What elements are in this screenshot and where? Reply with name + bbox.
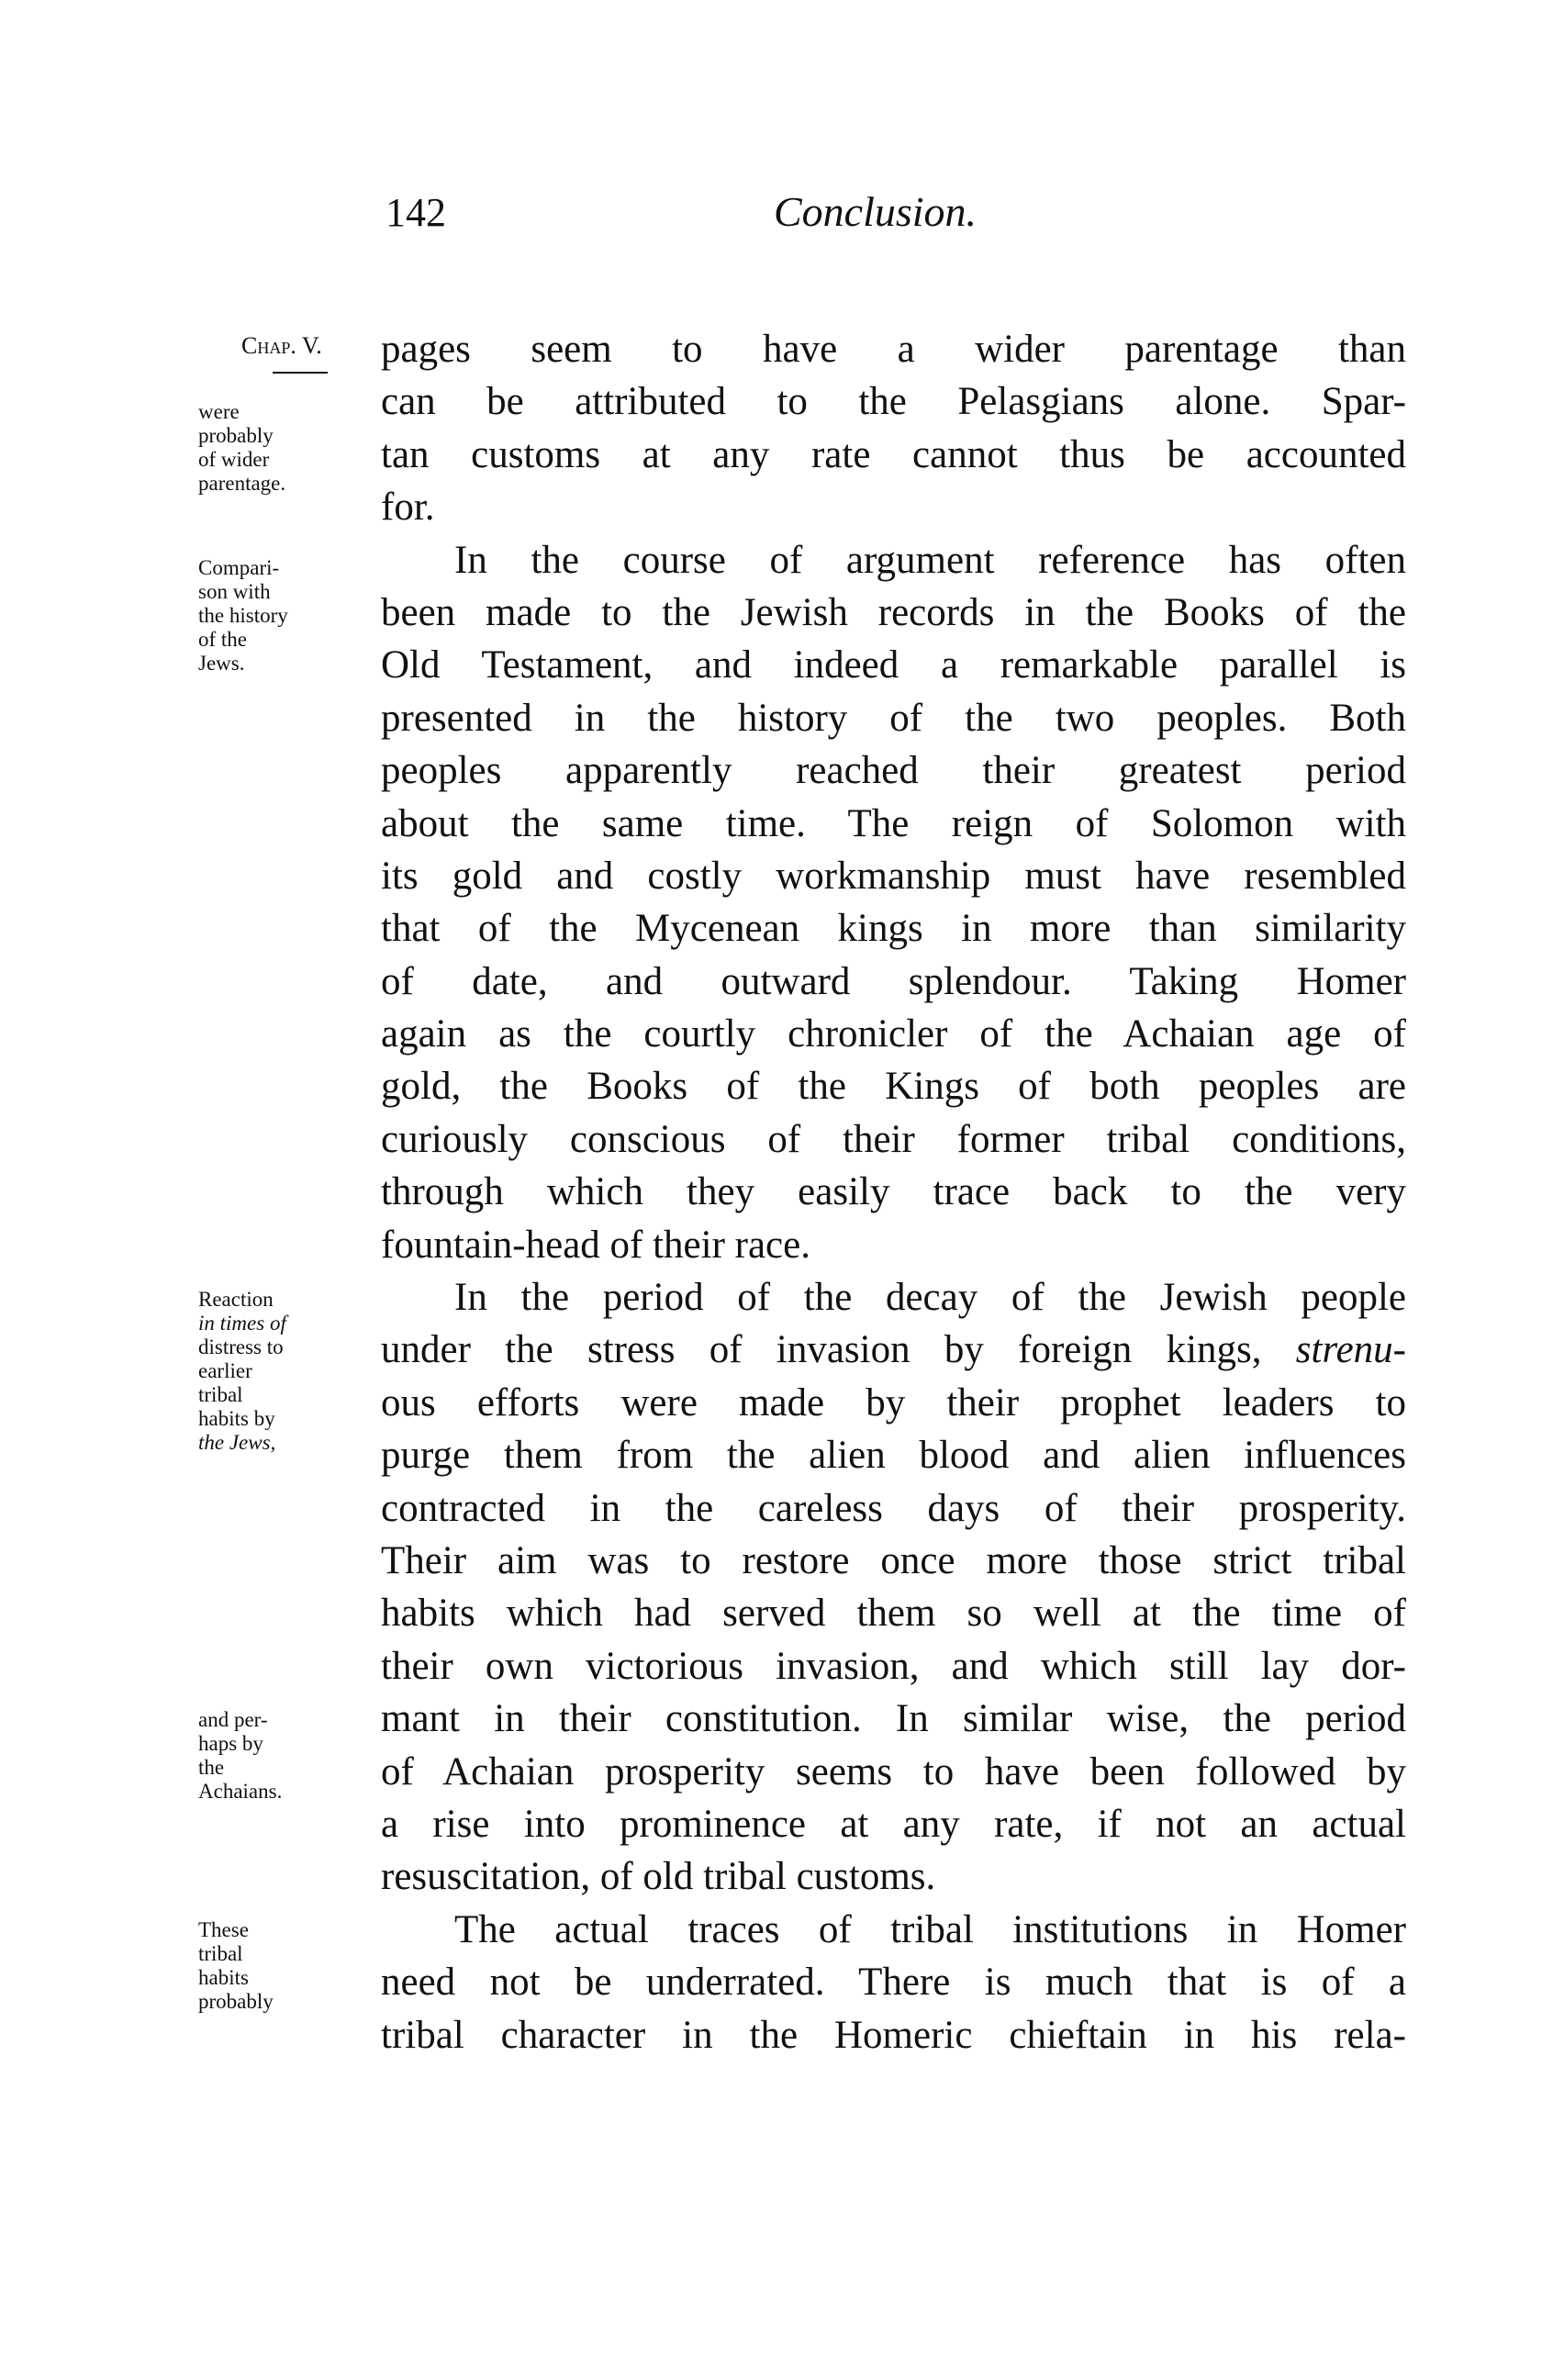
margin-note-line: the Jews, — [198, 1431, 276, 1454]
margin-note-line: tribal — [198, 1383, 243, 1406]
body-line-text: habits which had served them so well at the time of — [381, 1592, 1406, 1636]
body-line — [381, 1746, 1406, 1798]
body-line-text: The actual traces of tribal institutions in Homer — [454, 1907, 1406, 1951]
body-line-text: contracted in the careless days of their prosperity. — [381, 1486, 1406, 1530]
margin-note-line: probably — [198, 424, 274, 447]
body-text — [381, 323, 1406, 2062]
body-line — [381, 1429, 1406, 1481]
body-line — [381, 1904, 1406, 1956]
body-line-text: curiously conscious of their former tribal conditions, — [381, 1117, 1406, 1161]
margin-note-line: son with — [198, 580, 271, 603]
body-line — [381, 1535, 1406, 1587]
body-line — [381, 1008, 1406, 1060]
margin-note-4 — [198, 1708, 282, 1804]
body-line — [381, 1324, 1406, 1376]
margin-note-line: the — [198, 1756, 225, 1779]
body-line — [381, 1271, 1406, 1324]
body-line-text: of Achaian prosperity seems to have been followed by — [381, 1749, 1406, 1793]
margin-note-line: earlier — [198, 1359, 252, 1382]
margin-note-2 — [198, 556, 288, 676]
body-line-text: a rise into prominence at any rate, if not an actual — [381, 1802, 1406, 1846]
chapter-rule — [273, 372, 328, 374]
body-line — [381, 375, 1406, 428]
body-line — [381, 2009, 1406, 2062]
margin-note-line: of wider — [198, 448, 270, 471]
body-line-text: mant in their constitution. In similar wise, the period — [381, 1697, 1406, 1741]
body-line-text: resuscitation, of old tribal customs. — [381, 1855, 936, 1899]
body-line-text: purge them from the alien blood and alien influences — [381, 1434, 1406, 1478]
margin-note-line: haps by — [198, 1732, 263, 1755]
body-line-text: ous efforts were made by their prophet leaders to — [381, 1380, 1406, 1425]
margin-note-line: and per- — [198, 1708, 268, 1731]
body-line — [381, 1166, 1406, 1218]
body-line — [381, 1956, 1406, 2008]
margin-note-line: Reaction — [198, 1288, 274, 1311]
body-line — [381, 1113, 1406, 1166]
margin-note-line: Compari- — [198, 556, 280, 579]
margin-note-line: distress to — [198, 1335, 284, 1358]
body-line-text: tribal character in the Homeric chieftain in his rela- — [381, 2013, 1406, 2057]
body-line-text: In the period of the decay of the Jewish people — [454, 1276, 1406, 1320]
margin-note-line: parentage. — [198, 472, 286, 495]
body-line-text: peoples apparently reached their greatest period — [381, 749, 1406, 793]
body-line — [381, 1219, 1406, 1271]
body-line — [381, 692, 1406, 744]
margin-note-line: were — [198, 400, 240, 423]
margin-note-line: habits by — [198, 1407, 275, 1430]
body-line-text: need not be underrated. There is much that is of a — [381, 1961, 1406, 2005]
body-line — [381, 1482, 1406, 1535]
body-line-text: through which they easily trace back to the very — [381, 1170, 1406, 1214]
body-line — [381, 481, 1406, 533]
body-line — [381, 639, 1406, 691]
body-line — [381, 1640, 1406, 1693]
body-line-text: for. — [381, 486, 435, 530]
body-line-text: their own victorious invasion, and which still lay dor- — [381, 1644, 1406, 1688]
body-line-text: fountain-head of their race. — [381, 1223, 810, 1267]
body-line-text: under the stress of invasion by foreign kings, — [381, 1328, 1262, 1372]
margin-note-line: probably — [198, 1990, 274, 2013]
body-line-text: its gold and costly workmanship must have resembled — [381, 854, 1406, 898]
body-line-italic: strenu- — [1295, 1328, 1407, 1372]
body-line — [381, 1693, 1406, 1745]
chapter-label: Chap. V. — [241, 332, 322, 359]
margin-note-line: These — [198, 1918, 249, 1941]
margin-note-1 — [198, 400, 285, 496]
margin-note-line: Achaians. — [198, 1780, 283, 1803]
body-line-text: can be attributed to the Pelasgians alone. Spar- — [381, 380, 1406, 424]
body-line — [381, 534, 1406, 587]
body-line — [381, 850, 1406, 902]
body-line — [381, 902, 1406, 955]
margin-note-line: of the — [198, 628, 248, 651]
margin-note-3 — [198, 1288, 286, 1455]
running-title: Conclusion. — [774, 188, 978, 235]
body-line-text: that of the Mycenean kings in more than similarity — [381, 907, 1406, 951]
body-line-text: presented in the history of the two peoples. Both — [381, 696, 1406, 740]
body-line — [381, 744, 1406, 797]
margin-note-line: habits — [198, 1966, 249, 1989]
body-line-text: Old Testament, and indeed a remarkable parallel is — [381, 643, 1406, 687]
body-line-text: tan customs at any rate cannot thus be accounted — [381, 432, 1406, 476]
body-line — [381, 1850, 1406, 1903]
body-line-text: Their aim was to restore once more those strict tribal — [381, 1538, 1406, 1582]
body-line — [381, 429, 1406, 481]
body-line — [381, 1587, 1406, 1639]
body-line — [381, 955, 1406, 1008]
body-line — [381, 798, 1406, 850]
body-line — [381, 1798, 1406, 1850]
margin-note-line: Jews. — [198, 652, 245, 675]
body-line-text: pages seem to have a wider parentage than — [381, 328, 1406, 371]
body-line-text: again as the courtly chronicler of the Achaian age of — [381, 1012, 1406, 1056]
body-line — [381, 1060, 1406, 1112]
margin-note-5 — [198, 1918, 274, 2014]
margin-note-line: tribal — [198, 1942, 243, 1965]
body-line-text: been made to the Jewish records in the Books of the — [381, 590, 1406, 634]
margin-note-line: the history — [198, 604, 288, 627]
page-number: 142 — [385, 190, 446, 235]
body-line — [381, 587, 1406, 639]
body-line-text: of date, and outward splendour. Taking Homer — [381, 959, 1406, 1003]
body-line — [381, 323, 1406, 375]
margin-note-line: in times of — [198, 1312, 286, 1335]
body-line-text: about the same time. The reign of Solomon with — [381, 801, 1406, 845]
body-line-text: In the course of argument reference has often — [454, 538, 1406, 582]
body-line-text: gold, the Books of the Kings of both peoples are — [381, 1065, 1406, 1109]
body-line — [381, 1377, 1406, 1429]
